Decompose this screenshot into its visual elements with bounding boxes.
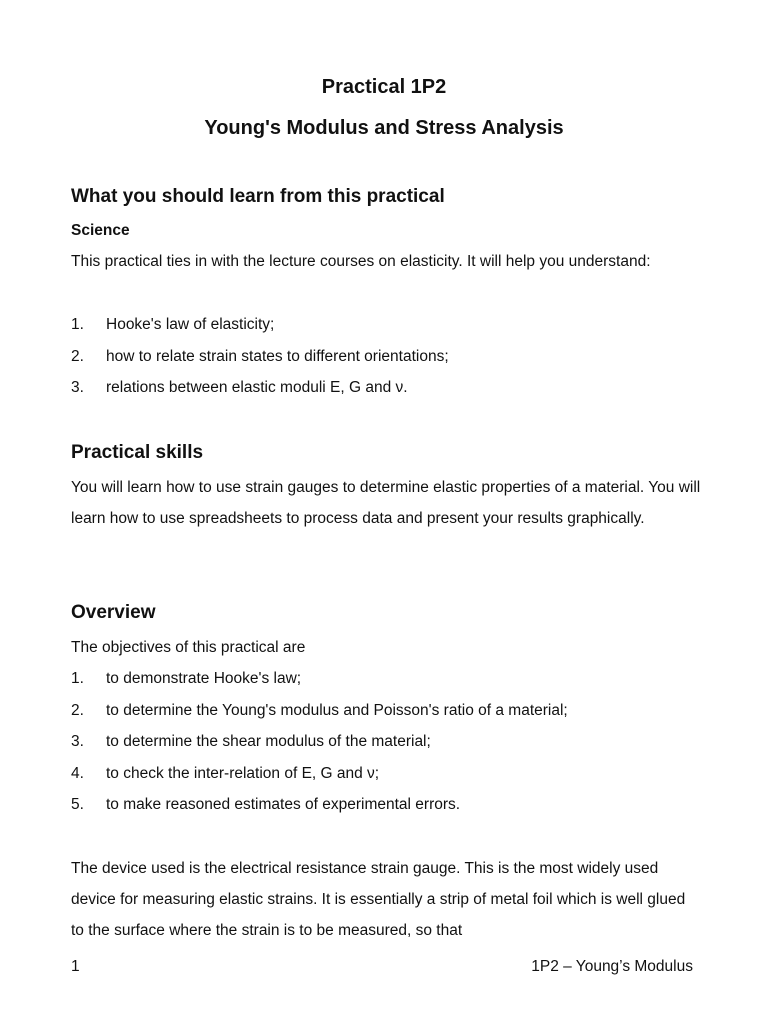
list-item xyxy=(71,341,711,373)
science-heading: Science xyxy=(71,222,130,239)
list-text: to determine the Young's modulus and Poisson's ratio of a material; xyxy=(106,701,568,719)
list-item xyxy=(71,695,711,727)
science-intro-paragraph: This practical ties in with the lecture courses on elasticity. It will help you understand: xyxy=(71,253,651,270)
list-item xyxy=(71,758,711,790)
science-list xyxy=(71,309,711,404)
list-text: how to relate strain states to different orientations; xyxy=(106,347,449,365)
list-number: 3. xyxy=(71,733,84,750)
page-number: 1 xyxy=(71,958,80,975)
document-title: Practical 1P2 xyxy=(321,76,447,98)
learn-heading: What you should learn from this practical xyxy=(71,186,445,207)
practical-skills-paragraph: You will learn how to use strain gauges to determine elastic properties of a material. You will learn how to use spreadsheets to process data and present your results graphically. xyxy=(71,479,701,527)
list-number: 1. xyxy=(71,670,84,687)
list-text: to make reasoned estimates of experimental errors. xyxy=(106,796,461,813)
list-item xyxy=(71,663,711,695)
list-number: 4. xyxy=(71,764,84,782)
list-text: to demonstrate Hooke's law; xyxy=(106,670,302,687)
list-text: Hooke's law of elasticity; xyxy=(106,316,275,333)
list-text: relations between elastic moduli E, G and ν. xyxy=(106,379,408,396)
list-number: 2. xyxy=(71,701,84,719)
document-subtitle: Young's Modulus and Stress Analysis xyxy=(204,117,564,139)
list-number: 2. xyxy=(71,347,84,365)
practical-skills-heading: Practical skills xyxy=(71,442,204,463)
list-number: 5. xyxy=(71,796,84,813)
list-item xyxy=(71,789,711,821)
list-number: 1. xyxy=(71,316,84,333)
list-text: to determine the shear modulus of the material; xyxy=(106,733,431,750)
overview-intro: The objectives of this practical are xyxy=(71,639,306,656)
list-number: 3. xyxy=(71,379,84,396)
list-text: to check the inter-relation of E, G and ν; xyxy=(106,764,380,782)
objectives-list xyxy=(71,663,711,821)
running-title: 1P2 – Young’s Modulus xyxy=(531,958,693,975)
overview-heading: Overview xyxy=(71,602,156,623)
device-paragraph: The device used is the electrical resistance strain gauge. This is the most widely used device for measuring elastic strains. It is essentially a strip of metal foil which is well glued to the surface where the strain is to be measured, so that xyxy=(71,860,686,939)
list-item xyxy=(71,309,711,341)
list-item xyxy=(71,372,711,404)
list-item xyxy=(71,726,711,758)
